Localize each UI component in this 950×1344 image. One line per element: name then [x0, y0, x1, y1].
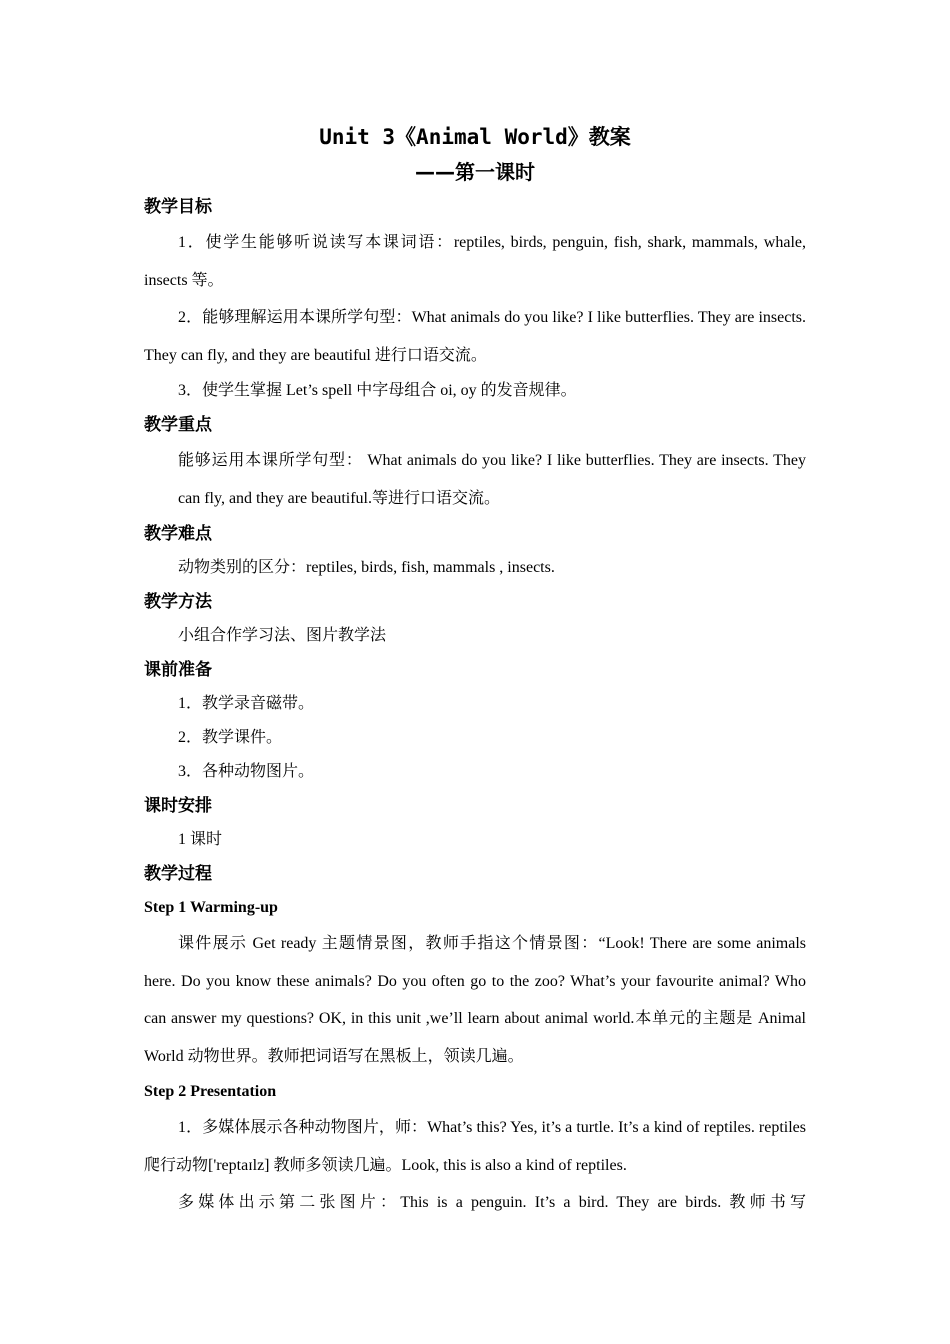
- document-page: [144, 120, 806, 1221]
- step-1-text: 课件展示 Get ready 主题情景图，教师手指这个情景图：“Look! There are some animals here. Do you know these animals? Do you often go to the zoo? What’s your favourite animal? Who can answer my questions? OK, in this unit ,we’ll learn about animal world.本单元的主题是 Animal World 动物世界。教师把词语写在黑板上，领读几遍。: [144, 935, 806, 1065]
- step-2-paragraph: 1．多媒体展示各种动物图片，师：What’s this? Yes, it’s a turtle. It’s a kind of reptiles. reptiles 爬行动物['reptaɪlz] 教师多领读几遍。Look, this is also a kind of reptiles.: [144, 1119, 806, 1174]
- section-heading-process: 教学过程: [144, 864, 212, 884]
- section-heading-methods: 教学方法: [144, 592, 212, 612]
- objective-item: 1．使学生能够听说读写本课词语：reptiles, birds, penguin, fish, shark, mammals, whale, insects 等。: [144, 234, 806, 289]
- section-heading-schedule: 课时安排: [144, 796, 212, 816]
- key-points-text: 能够运用本课所学句型： What animals do you like? I like butterflies. They are insects. They can fly, and they are beautiful.等进行口语交流。: [178, 452, 806, 507]
- section-heading-key-points: 教学重点: [144, 415, 212, 435]
- preparation-item: 1．教学录音磁带。: [178, 695, 315, 712]
- schedule-text: 1 课时: [178, 831, 223, 848]
- preparation-item: 2．教学课件。: [178, 729, 283, 746]
- objective-item: 3．使学生掌握 Let’s spell 中字母组合 oi, oy 的发音规律。: [178, 382, 577, 399]
- preparation-item: 3．各种动物图片。: [178, 763, 315, 780]
- section-heading-preparation: 课前准备: [144, 660, 212, 680]
- section-heading-difficulties: 教学难点: [144, 524, 212, 544]
- step-1-title: Step 1 Warming-up: [144, 899, 278, 916]
- document-subtitle: ——第一课时: [415, 160, 535, 184]
- methods-text: 小组合作学习法、图片教学法: [178, 627, 387, 644]
- step-2-title: Step 2 Presentation: [144, 1083, 277, 1100]
- section-heading-objectives: 教学目标: [144, 197, 212, 217]
- difficulties-text: 动物类别的区分：reptiles, birds, fish, mammals , insects.: [178, 559, 555, 576]
- objective-item: 2．能够理解运用本课所学句型：What animals do you like? I like butterflies. They are insects. They can fly, and they are beautiful 进行口语交流。: [144, 309, 806, 364]
- step-2-paragraph: 多媒体出示第二张图片：This is a penguin. It’s a bird. They are birds. 教师书写: [178, 1194, 806, 1211]
- document-title: Unit 3《Animal World》教案: [319, 125, 631, 149]
